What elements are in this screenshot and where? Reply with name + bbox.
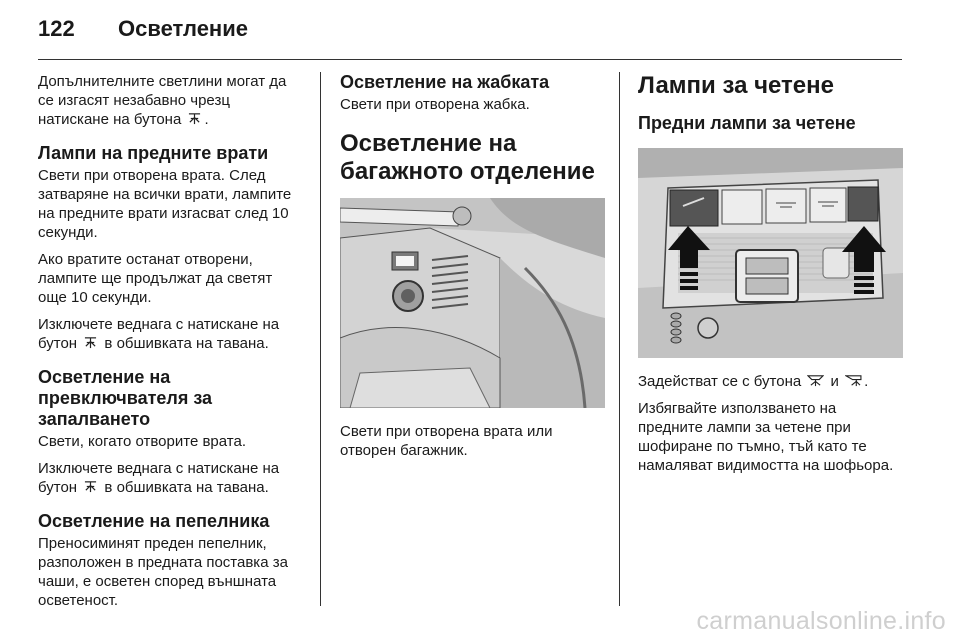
front-door-lamps-text-2: Ако вратите останат отворени, лампите ще продължат да светят още 10 секунди. — [38, 251, 273, 306]
reading-lamp-right-icon — [845, 374, 862, 387]
ignition-switch-light-heading: Осветление на превключвателя за запалването — [38, 367, 213, 429]
trunk-light-illustration — [340, 198, 605, 408]
overhead-console-image — [638, 148, 903, 358]
trunk-light-heading: Осветление на багажното отделение — [340, 130, 595, 185]
ashtray-light-text: Преносиминят преден пепелник, разположен в предната поставка за чаши, е осветен според външната осветеност. — [38, 535, 288, 609]
header-rule — [38, 59, 902, 60]
ignition-switch-light-text-1: Свети, когато отворите врата. — [38, 433, 246, 450]
front-door-lamps-heading: Лампи на предните врати — [38, 143, 269, 163]
page-title: Осветление — [118, 16, 248, 41]
page-number: 122 — [38, 16, 75, 41]
interior-light-icon — [187, 112, 202, 125]
column-divider-1 — [320, 72, 321, 606]
front-door-lamps-text-1: Свети при отворена врата. След затваряне на всички врати, лампите на предните врати изгасват след 10 секунди. — [38, 167, 292, 241]
column-2 — [340, 72, 605, 468]
reading-lamps-heading: Лампи за четене — [638, 72, 834, 99]
column-divider-2 — [619, 72, 620, 606]
intro-paragraph: Допълнителните светлини могат да се изгасят незабавно чрезц натискане на бутона . — [38, 73, 287, 128]
trunk-interior-image — [340, 198, 605, 408]
reading-lamps-illustration — [638, 148, 903, 358]
front-reading-lamps-subheading: Предни лампи за четене — [638, 113, 856, 133]
ignition-switch-light-text-2: Изключете веднага с натискане на бутон в обшивката на тавана. — [38, 460, 280, 496]
ashtray-light-heading: Осветление на пепелника — [38, 511, 270, 531]
column-3 — [638, 72, 903, 483]
watermark: carmanualsonline.info — [696, 607, 946, 635]
front-door-lamps-text-3: Изключете веднага с натискане на бутон в обшивката на тавана. — [38, 316, 280, 352]
reading-lamps-usage-text: Задействат се с бутона и . — [638, 373, 869, 390]
reading-lamps-warning-text: Избягвайте използването на предните лампи за четене при шофиране по тъмно, тъй като те намаляват видимостта на шофьора. — [638, 400, 894, 474]
glovebox-light-text: Свети при отворена жабка. — [340, 96, 530, 113]
interior-light-icon — [83, 336, 98, 349]
trunk-light-text: Свети при отворена врата или отворен багажник. — [340, 423, 553, 459]
glovebox-light-heading: Осветление на жабката — [340, 72, 550, 92]
interior-light-icon — [83, 480, 98, 493]
reading-lamp-left-icon — [807, 374, 824, 387]
column-1 — [38, 72, 304, 618]
